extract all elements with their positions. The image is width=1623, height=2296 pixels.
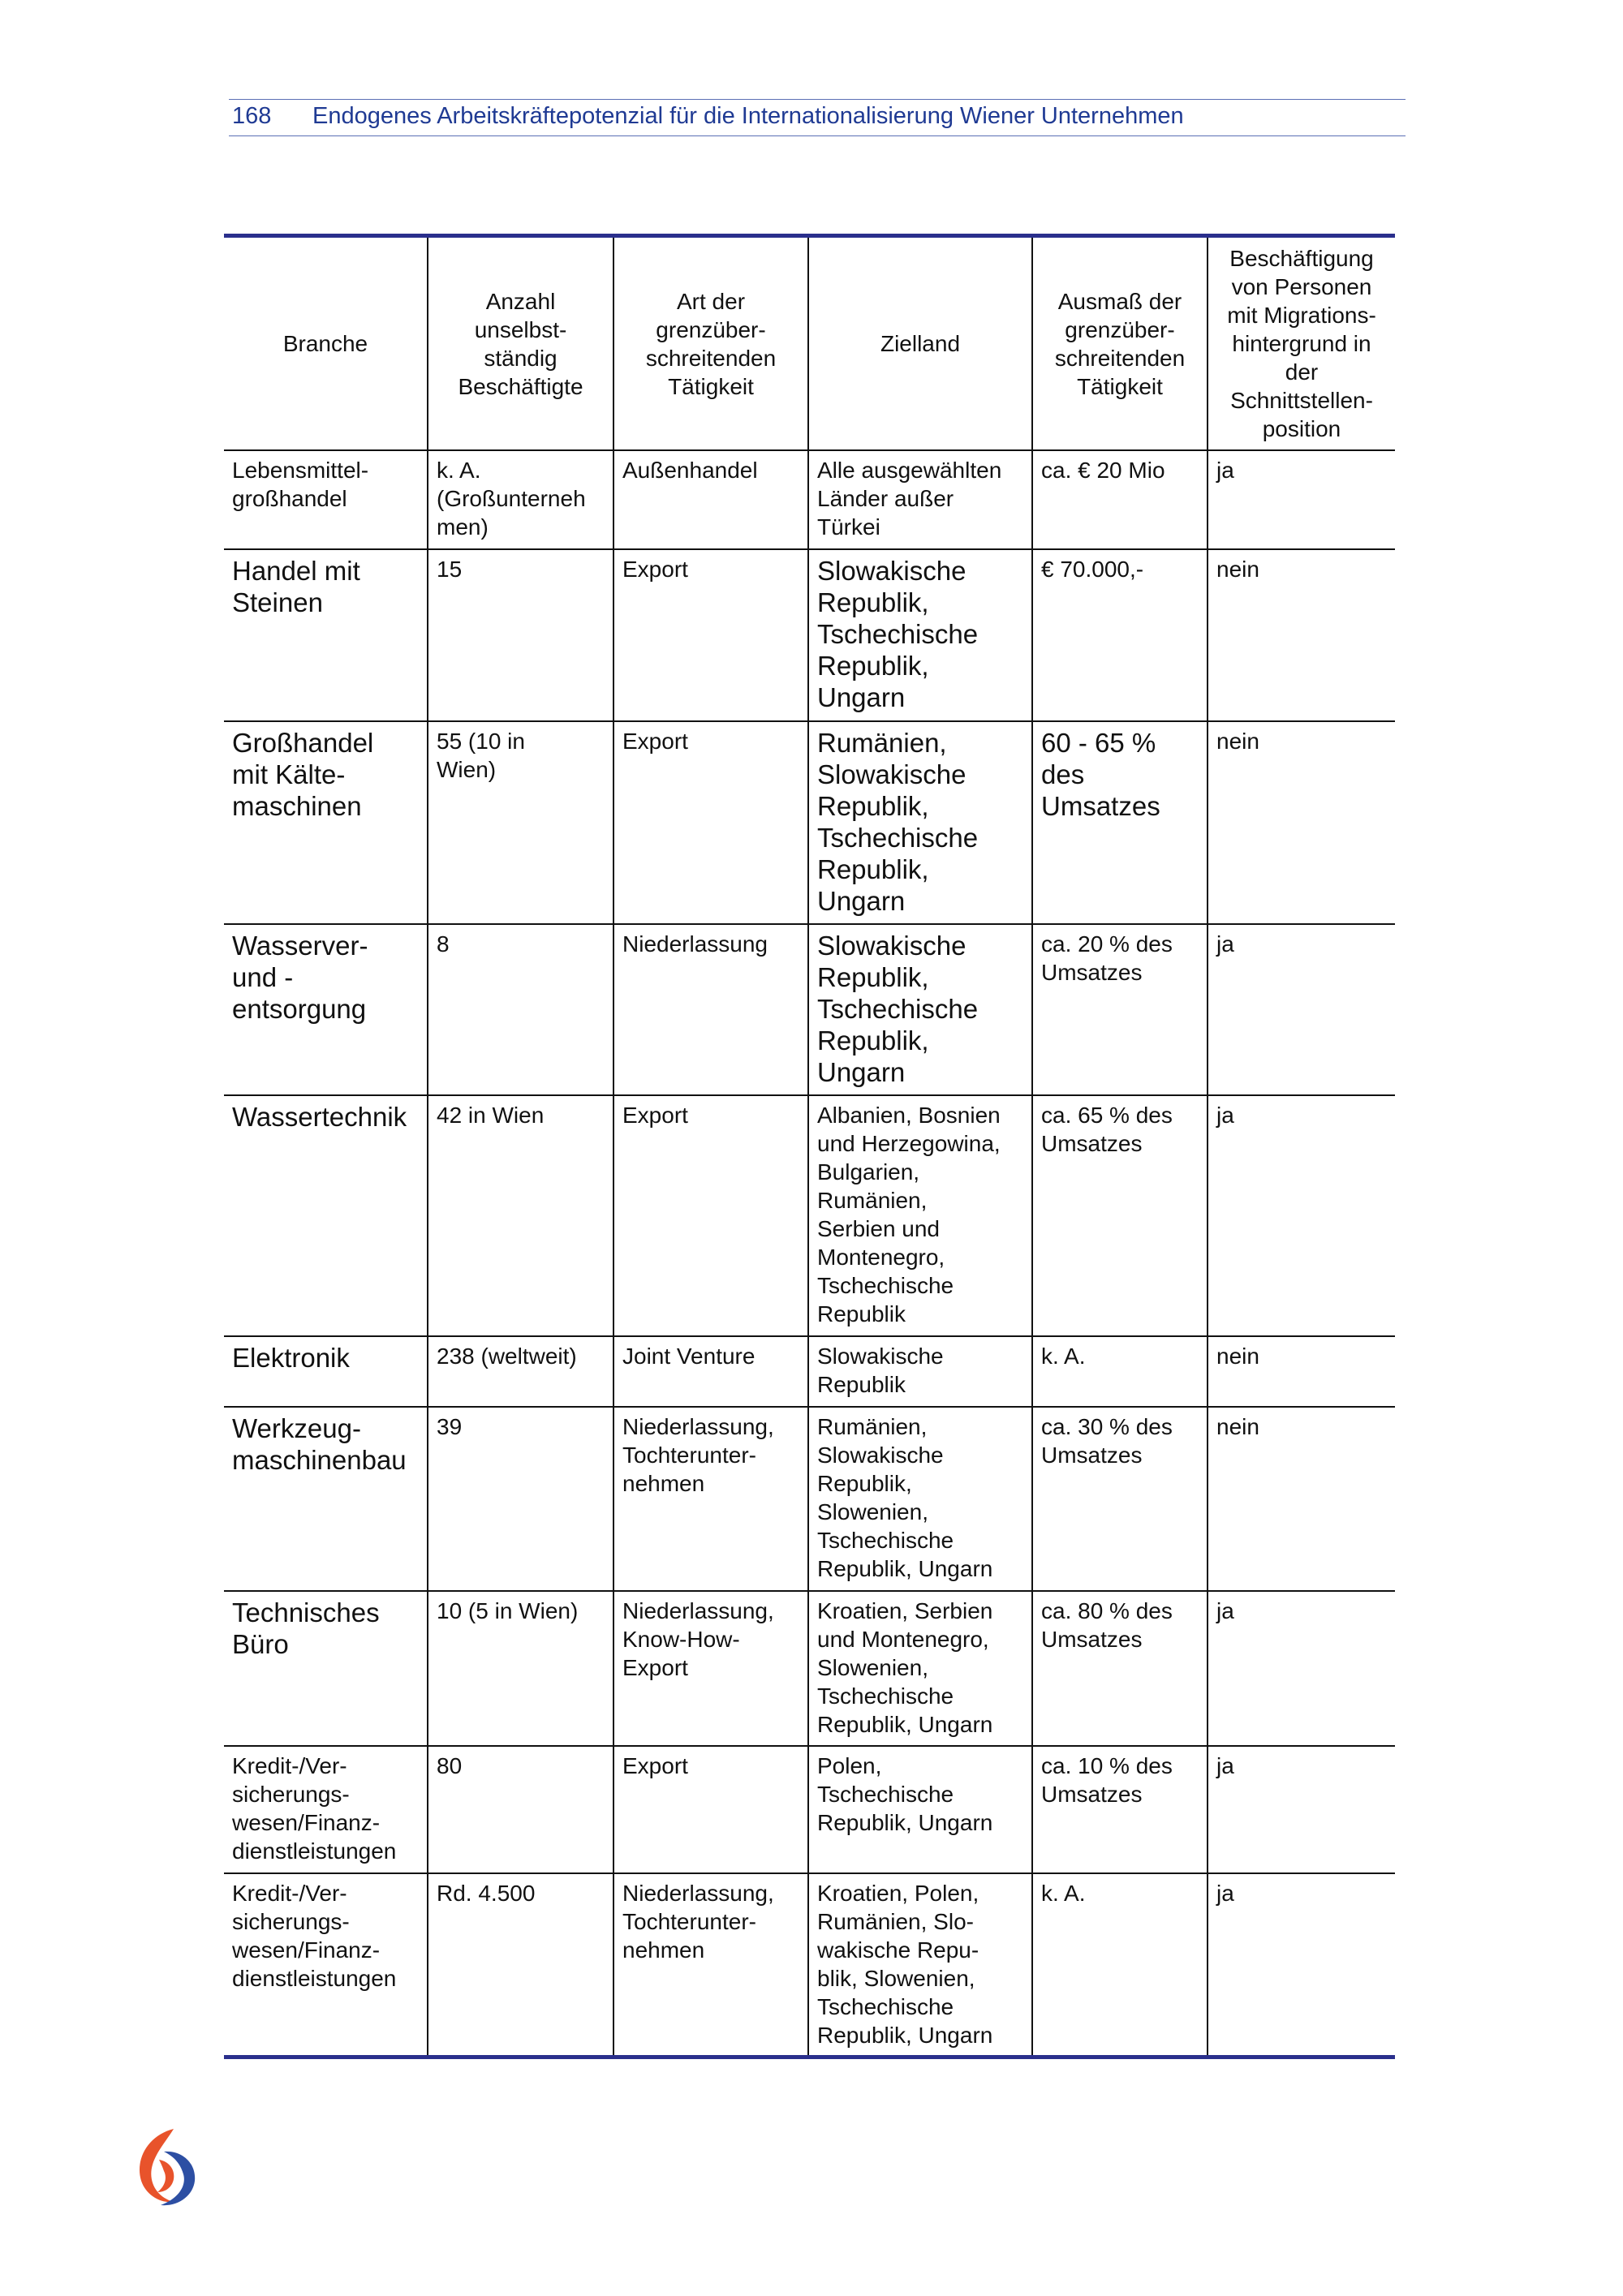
- logo-inner-swoosh: [157, 2160, 174, 2192]
- table-row: [224, 924, 1395, 1095]
- cell-art: Joint Venture: [613, 1336, 808, 1407]
- table-row: [224, 1336, 1395, 1407]
- column-header-art: Art der grenzüber- schreitenden Tätigkeit: [613, 236, 808, 451]
- cell-branche: Kredit-/Ver- sicherungs- wesen/Finanz- dienstleistungen: [224, 1746, 428, 1873]
- cell-anzahl: 55 (10 in Wien): [428, 721, 613, 924]
- cell-anzahl: 42 in Wien: [428, 1095, 613, 1336]
- cell-migration: ja: [1208, 1873, 1395, 2057]
- cell-art: Außenhandel: [613, 450, 808, 549]
- cell-anzahl: 80: [428, 1746, 613, 1873]
- cell-anzahl: Rd. 4.500: [428, 1873, 613, 2057]
- cell-branche: Wasserver- und - entsorgung: [224, 924, 428, 1095]
- cell-ausmass: k. A.: [1032, 1336, 1208, 1407]
- table-row: [224, 549, 1395, 721]
- table-row: [224, 1873, 1395, 2057]
- cell-migration: nein: [1208, 1407, 1395, 1591]
- cell-art: Export: [613, 549, 808, 721]
- column-header-zielland: Zielland: [808, 236, 1032, 451]
- cell-zielland: Albanien, Bosnien und Herzegowina, Bulgarien, Rumänien, Serbien und Montenegro, Tschechische Republik: [808, 1095, 1032, 1336]
- cell-zielland: Kroatien, Serbien und Montenegro, Slowenien, Tschechische Republik, Ungarn: [808, 1591, 1032, 1746]
- cell-branche: Elektronik: [224, 1336, 428, 1407]
- cell-ausmass: k. A.: [1032, 1873, 1208, 2057]
- cell-migration: nein: [1208, 721, 1395, 924]
- column-header-migration: Beschäftigung von Personen mit Migrations- hintergrund in der Schnittstellen- position: [1208, 236, 1395, 451]
- cell-anzahl: 8: [428, 924, 613, 1095]
- cell-branche: Lebensmittel- großhandel: [224, 450, 428, 549]
- data-table: [224, 234, 1395, 2059]
- cell-ausmass: ca. 65 % des Umsatzes: [1032, 1095, 1208, 1336]
- cell-migration: ja: [1208, 924, 1395, 1095]
- cell-migration: ja: [1208, 450, 1395, 549]
- cell-branche: Werkzeug- maschinenbau: [224, 1407, 428, 1591]
- table-row: [224, 1591, 1395, 1746]
- cell-migration: nein: [1208, 1336, 1395, 1407]
- cell-art: Niederlassung, Know-How- Export: [613, 1591, 808, 1746]
- cell-branche: Wassertechnik: [224, 1095, 428, 1336]
- running-header: [229, 99, 1406, 136]
- column-header-anzahl: Anzahl unselbst- ständig Beschäftigte: [428, 236, 613, 451]
- cell-zielland: Alle ausgewählten Länder außer Türkei: [808, 450, 1032, 549]
- cell-art: Export: [613, 1746, 808, 1873]
- cell-anzahl: k. A. (Großunterneh men): [428, 450, 613, 549]
- cell-branche: Technisches Büro: [224, 1591, 428, 1746]
- cell-zielland: Rumänien, Slowakische Republik, Tschechische Republik, Ungarn: [808, 721, 1032, 924]
- table-row: [224, 1095, 1395, 1336]
- cell-art: Niederlassung: [613, 924, 808, 1095]
- cell-migration: ja: [1208, 1095, 1395, 1336]
- table-row: [224, 1746, 1395, 1873]
- cell-anzahl: 238 (weltweit): [428, 1336, 613, 1407]
- column-header-branche: Branche: [224, 236, 428, 451]
- cell-branche: Kredit-/Ver- sicherungs- wesen/Finanz- dienstleistungen: [224, 1873, 428, 2057]
- cell-anzahl: 10 (5 in Wien): [428, 1591, 613, 1746]
- publisher-logo-icon: [131, 2124, 200, 2208]
- cell-ausmass: € 70.000,-: [1032, 549, 1208, 721]
- cell-branche: Großhandel mit Kälte- maschinen: [224, 721, 428, 924]
- cell-ausmass: ca. 10 % des Umsatzes: [1032, 1746, 1208, 1873]
- cell-art: Niederlassung, Tochterunter- nehmen: [613, 1407, 808, 1591]
- table-row: [224, 450, 1395, 549]
- table-row: [224, 721, 1395, 924]
- table-row: [224, 1407, 1395, 1591]
- cell-zielland: Polen, Tschechische Republik, Ungarn: [808, 1746, 1032, 1873]
- cell-branche: Handel mit Steinen: [224, 549, 428, 721]
- cell-migration: nein: [1208, 549, 1395, 721]
- cell-migration: ja: [1208, 1746, 1395, 1873]
- cell-zielland: Kroatien, Polen, Rumänien, Slo- wakische Repu- blik, Slowenien, Tschechische Republik, Ungarn: [808, 1873, 1032, 2057]
- table-header-row: [224, 236, 1395, 451]
- column-header-ausmass: Ausmaß der grenzüber- schreitenden Tätigkeit: [1032, 236, 1208, 451]
- cell-ausmass: ca. 80 % des Umsatzes: [1032, 1591, 1208, 1746]
- cell-zielland: Slowakische Republik, Tschechische Republik, Ungarn: [808, 549, 1032, 721]
- cell-art: Export: [613, 721, 808, 924]
- cell-anzahl: 15: [428, 549, 613, 721]
- cell-zielland: Slowakische Republik: [808, 1336, 1032, 1407]
- cell-ausmass: 60 - 65 % des Umsatzes: [1032, 721, 1208, 924]
- cell-anzahl: 39: [428, 1407, 613, 1591]
- cell-ausmass: ca. € 20 Mio: [1032, 450, 1208, 549]
- running-title: Endogenes Arbeitskräftepotenzial für die Internationalisierung Wiener Unternehmen: [312, 103, 1184, 129]
- cell-ausmass: ca. 20 % des Umsatzes: [1032, 924, 1208, 1095]
- cell-migration: ja: [1208, 1591, 1395, 1746]
- cell-art: Niederlassung, Tochterunter- nehmen: [613, 1873, 808, 2057]
- cell-zielland: Rumänien, Slowakische Republik, Slowenien, Tschechische Republik, Ungarn: [808, 1407, 1032, 1591]
- page-number: 168: [232, 103, 272, 129]
- cell-art: Export: [613, 1095, 808, 1336]
- cell-ausmass: ca. 30 % des Umsatzes: [1032, 1407, 1208, 1591]
- cell-zielland: Slowakische Republik, Tschechische Republik, Ungarn: [808, 924, 1032, 1095]
